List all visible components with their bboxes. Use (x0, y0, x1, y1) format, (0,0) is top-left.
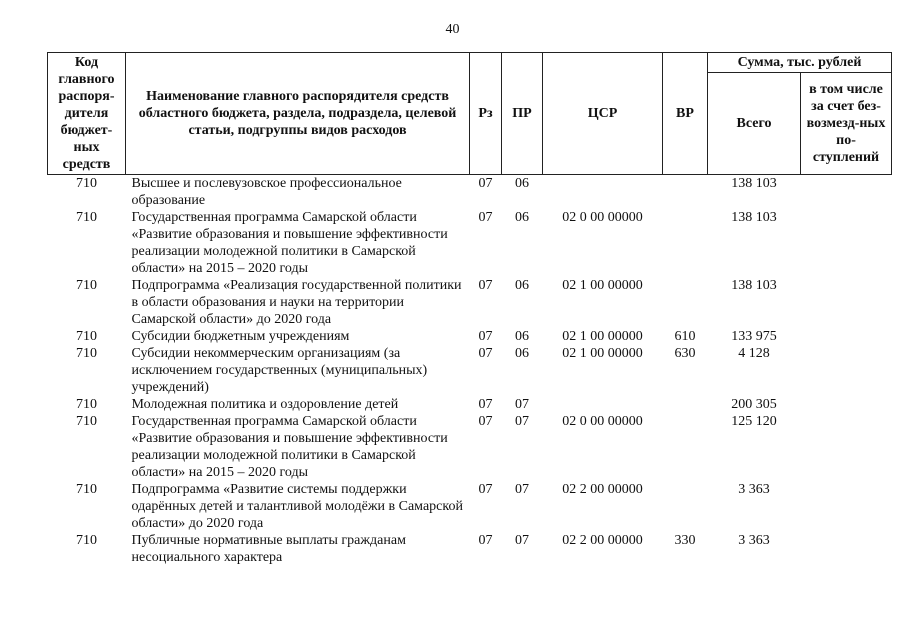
budget-table (47, 52, 892, 566)
cell-pr: 06 (515, 329, 529, 344)
cell-csr: 02 0 00 00000 (562, 210, 643, 225)
cell-rz: 07 (478, 210, 493, 225)
header-code: Код главного распоря-дителя бюджет-ных средств (48, 53, 126, 175)
cell-vr (663, 277, 708, 328)
cell-csr: 02 1 00 00000 (562, 278, 643, 293)
cell-rz: 07 (478, 414, 493, 429)
cell-vr: 630 (674, 346, 696, 361)
cell-name: Публичные нормативные выплаты гражданам несоциального характера (131, 533, 406, 565)
table-row (48, 175, 892, 210)
table-body (48, 175, 892, 567)
cell-rz: 07 (478, 346, 493, 361)
cell-csr (543, 175, 663, 210)
cell-csr (543, 396, 663, 413)
cell-code: 710 (76, 329, 97, 344)
cell-name: Государственная программа Самарской области «Развитие образования и повышение эффективности реализации молодежной политики в Самарской области» на 2015 – 2020 годы (131, 414, 448, 480)
cell-vr (663, 396, 708, 413)
cell-vr (663, 481, 708, 532)
cell-rz: 07 (478, 329, 493, 344)
header-rz: Рз (470, 53, 502, 175)
cell-rz: 07 (478, 533, 493, 548)
cell-incl (801, 413, 892, 481)
cell-name: Государственная программа Самарской области «Развитие образования и повышение эффективности реализации молодежной политики в Самарской области» на 2015 – 2020 годы (131, 210, 448, 276)
cell-name: Молодежная политика и оздоровление детей (131, 397, 399, 412)
cell-pr: 07 (515, 482, 529, 497)
header-sum: Сумма, тыс. рублей (708, 53, 892, 73)
cell-incl (801, 328, 892, 345)
cell-total: 3 363 (738, 482, 770, 497)
cell-name: Высшее и послевузовское профессиональное образование (131, 176, 402, 208)
cell-vr: 610 (674, 329, 696, 344)
cell-csr: 02 2 00 00000 (562, 482, 643, 497)
cell-pr: 06 (515, 210, 529, 225)
table-row (48, 209, 892, 277)
cell-code: 710 (76, 176, 97, 191)
cell-pr: 06 (515, 346, 529, 361)
cell-pr: 06 (515, 176, 529, 191)
cell-total: 138 103 (731, 176, 777, 191)
cell-total: 125 120 (731, 414, 777, 429)
cell-code: 710 (76, 397, 97, 412)
cell-incl (801, 345, 892, 396)
table-row (48, 328, 892, 345)
cell-code: 710 (76, 346, 97, 361)
header-total: Всего (708, 73, 801, 175)
cell-incl (801, 481, 892, 532)
cell-incl (801, 277, 892, 328)
header-vr: ВР (663, 53, 708, 175)
cell-pr: 07 (515, 414, 529, 429)
cell-pr: 06 (515, 278, 529, 293)
table-row (48, 532, 892, 566)
table-row (48, 345, 892, 396)
cell-csr: 02 0 00 00000 (562, 414, 643, 429)
cell-code: 710 (76, 482, 97, 497)
cell-name: Подпрограмма «Реализация государственной политики в области образования и науки на территории Самарской области» до 2020 года (131, 278, 462, 327)
cell-incl (801, 175, 892, 210)
cell-rz: 07 (478, 397, 493, 412)
cell-name: Субсидии бюджетным учреждениям (131, 329, 350, 344)
cell-pr: 07 (515, 533, 529, 548)
cell-code: 710 (76, 414, 97, 429)
cell-code: 710 (76, 533, 97, 548)
cell-name: Субсидии некоммерческим организациям (за исключением государственных (муниципальных) учреждений) (131, 346, 428, 395)
cell-total: 133 975 (731, 329, 777, 344)
cell-vr (663, 175, 708, 210)
cell-name: Подпрограмма «Развитие системы поддержки одарённых детей и талантливой молодёжи в Самарской области» до 2020 года (131, 482, 463, 531)
cell-incl (801, 532, 892, 566)
cell-code: 710 (76, 210, 97, 225)
header-name: Наименование главного распорядителя средств областного бюджета, раздела, подраздела, целевой статьи, подгруппы видов расходов (126, 53, 470, 175)
header-incl: в том числе за счет без-возмезд-ных по-ступлений (801, 73, 892, 175)
cell-total: 138 103 (731, 278, 777, 293)
cell-incl (801, 209, 892, 277)
cell-pr: 07 (515, 397, 529, 412)
cell-vr: 330 (674, 533, 696, 548)
cell-code: 710 (76, 278, 97, 293)
cell-csr: 02 1 00 00000 (562, 346, 643, 361)
cell-csr: 02 2 00 00000 (562, 533, 643, 548)
cell-rz: 07 (478, 176, 493, 191)
header-pr: ПР (502, 53, 543, 175)
cell-total: 4 128 (738, 346, 770, 361)
table-row (48, 396, 892, 413)
cell-total: 200 305 (731, 397, 777, 412)
table-row (48, 277, 892, 328)
cell-total: 138 103 (731, 210, 777, 225)
header-csr: ЦСР (543, 53, 663, 175)
cell-incl (801, 396, 892, 413)
cell-csr: 02 1 00 00000 (562, 329, 643, 344)
cell-rz: 07 (478, 482, 493, 497)
page-number: 40 (445, 22, 460, 37)
table-row (48, 413, 892, 481)
cell-total: 3 363 (738, 533, 770, 548)
table-header (48, 53, 892, 175)
cell-rz: 07 (478, 278, 493, 293)
table-row (48, 481, 892, 532)
cell-vr (663, 209, 708, 277)
cell-vr (663, 413, 708, 481)
